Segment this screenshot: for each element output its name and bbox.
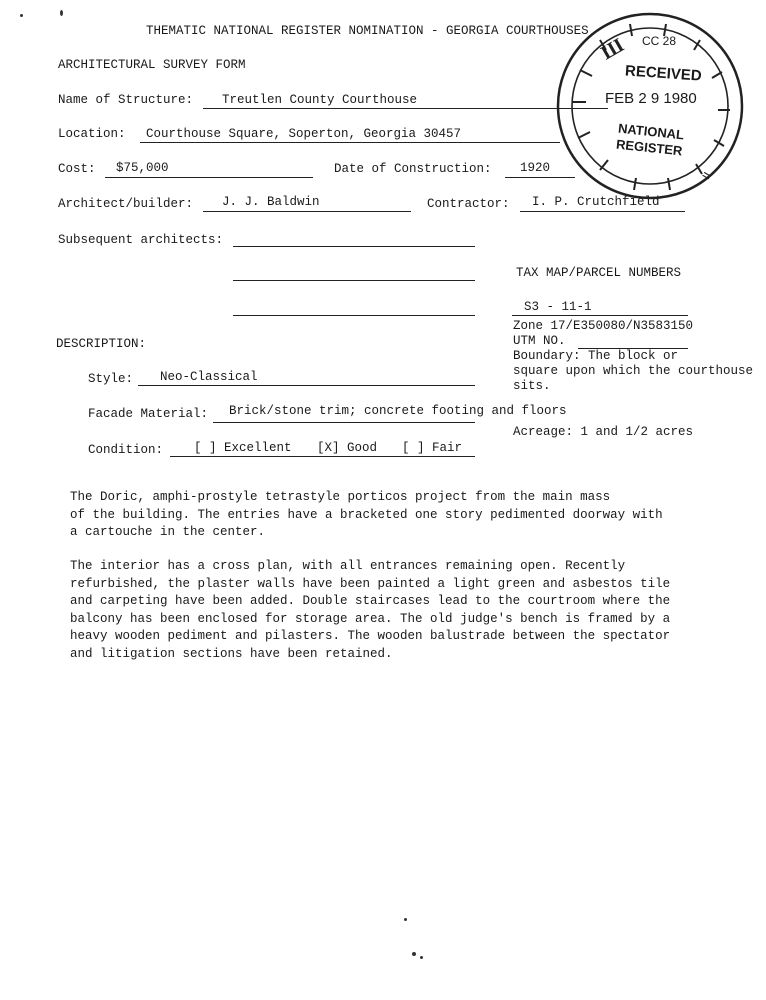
name-label: Name of Structure: [58, 93, 194, 107]
contractor-underline [520, 211, 685, 212]
location-value: Courthouse Square, Soperton, Georgia 30457 [146, 127, 462, 141]
stamp-national-text: NATIONAL [617, 120, 685, 143]
description-label: DESCRIPTION: [56, 337, 147, 351]
cost-value: $75,000 [116, 161, 169, 175]
stamp-code-text: CC 28 [642, 34, 677, 48]
contractor-value: I. P. Crutchfield [532, 195, 660, 209]
condition-good: [X] Good [317, 441, 378, 455]
received-stamp [550, 10, 760, 210]
scan-speck [404, 918, 407, 921]
architect-underline [203, 211, 411, 212]
subsequent-underline-1 [233, 246, 475, 247]
cost-label: Cost: [58, 162, 96, 176]
facade-label: Facade Material: [88, 407, 209, 421]
date-label: Date of Construction: [334, 162, 492, 176]
stamp-register-text: REGISTER [615, 136, 684, 159]
name-value: Treutlen County Courthouse [222, 93, 418, 107]
scan-speck [20, 14, 23, 17]
architect-value: J. J. Baldwin [222, 195, 320, 209]
utm-label: UTM NO. [513, 334, 566, 348]
svg-text:Ш: Ш [597, 34, 628, 65]
boundary-line-1: Boundary: The block or [513, 349, 679, 363]
boundary-line-3: sits. [513, 379, 551, 393]
acreage-text: Acreage: 1 and 1/2 acres [513, 425, 694, 439]
contractor-label: Contractor: [427, 197, 510, 211]
description-paragraph-2: The interior has a cross plan, with all entrances remaining open. Recently refurbished, the plaster walls have been painted a light green and asbestos tile and carpeting have been added. Double staircases lead to the courtroom where the balcony has been enclosed for storage area. The old judge's bench is framed by a heavy wooden pediment and pilasters. The wooden balustrade between the spectator and litigation sections have been retained. [70, 559, 671, 661]
cost-underline [105, 177, 313, 178]
document-title: THEMATIC NATIONAL REGISTER NOMINATION - GEORGIA COURTHOUSES [146, 24, 589, 38]
location-label: Location: [58, 127, 126, 141]
date-value: 1920 [520, 161, 551, 175]
stamp-received-text: RECEIVED [624, 62, 703, 85]
form-title: ARCHITECTURAL SURVEY FORM [58, 58, 246, 72]
stamp-date-text: FEB 2 9 1980 [605, 90, 697, 107]
condition-underline [170, 456, 475, 457]
style-underline [138, 385, 475, 386]
architect-label: Architect/builder: [58, 197, 194, 211]
condition-label: Condition: [88, 443, 164, 457]
scan-speck [420, 956, 423, 959]
facade-underline [213, 422, 475, 423]
facade-value: Brick/stone trim; concrete footing and floors [229, 404, 567, 418]
location-underline [140, 142, 560, 143]
scan-speck [60, 10, 63, 16]
condition-excellent: [ ] Excellent [194, 441, 292, 455]
description-paragraph-1: The Doric, amphi-prostyle tetrastyle porticos project from the main mass of the building. The entries have a bracketed one story pedimented doorway with a cartouche in the center. [70, 490, 663, 539]
svg-text:=: = [698, 166, 715, 187]
boundary-line-2: square upon which the courthouse [513, 364, 754, 378]
name-underline [203, 108, 608, 109]
tax-map-value: S3 - 11-1 [524, 300, 592, 314]
zone-text: Zone 17/E350080/N3583150 [513, 319, 694, 333]
tax-map-underline [512, 315, 688, 316]
style-label: Style: [88, 372, 134, 386]
style-value: Neo-Classical [160, 370, 258, 384]
subsequent-underline-2 [233, 280, 475, 281]
condition-fair: [ ] Fair [402, 441, 463, 455]
subsequent-label: Subsequent architects: [58, 233, 224, 247]
scan-speck [412, 952, 416, 956]
subsequent-underline-3 [233, 315, 475, 316]
tax-map-label: TAX MAP/PARCEL NUMBERS [516, 266, 682, 280]
